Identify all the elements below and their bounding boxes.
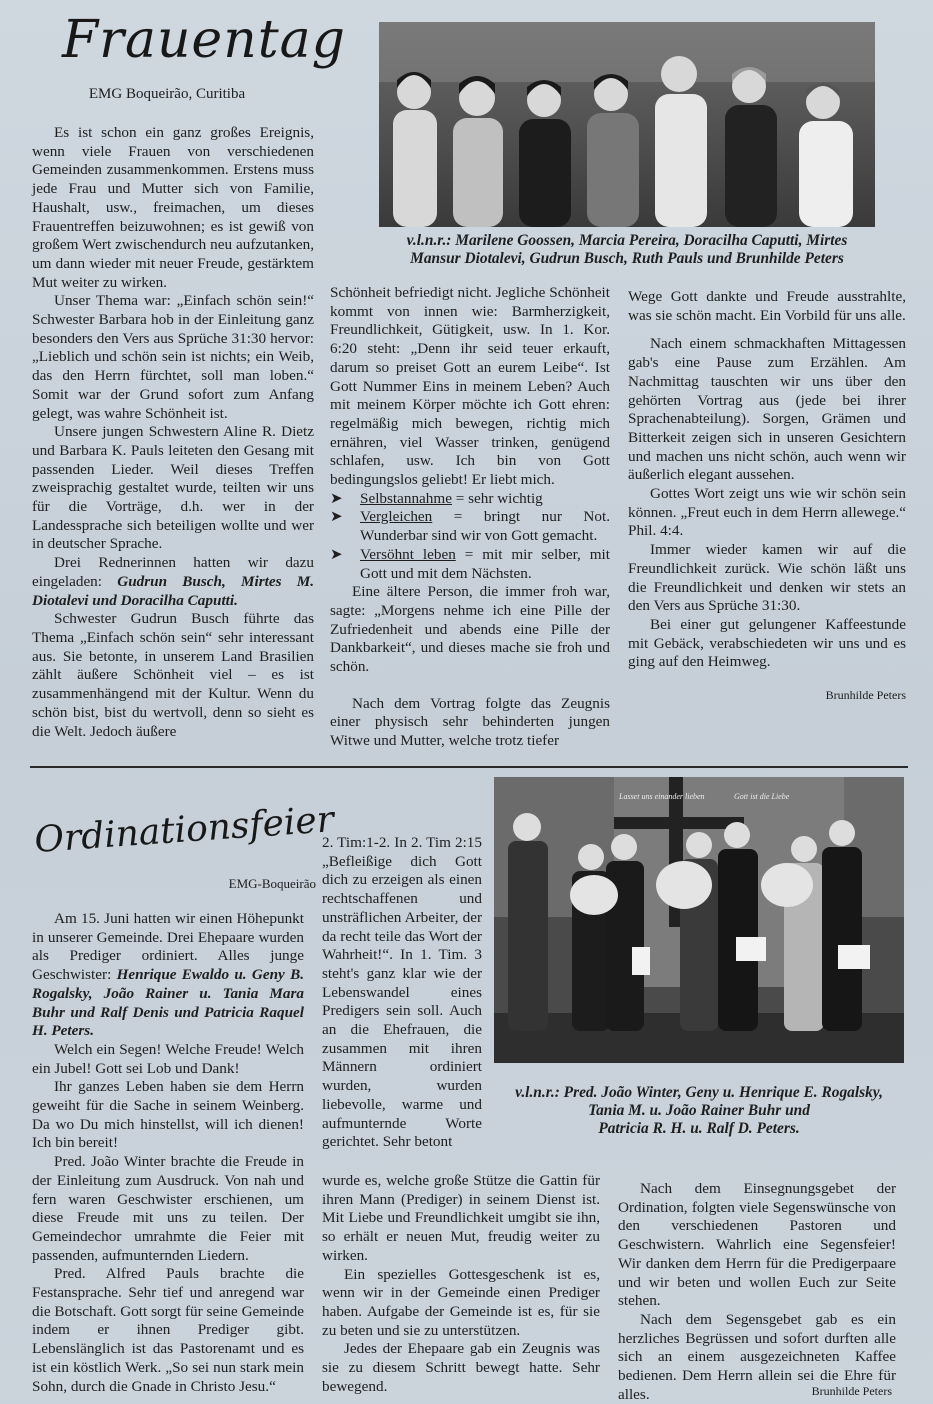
paragraph bbox=[32, 554, 314, 610]
paragraph: Schönheit befriedigt nicht. Jegliche Schönheit kommt von innen wie: Barmherzigkeit, Freundlichkeit, Gütigkeit, usw. In 1. Kor. 6:20 steht: „Denn ihr seid teuer erkauft, darum so preiset Gott an eurem Leibe“. Ist Gott Nummer Eins in meinem Leben? Auch mit meinem Körper möchte ich Gott ehren: regelmäßig mich bewegen, richtig mich ernähren, viel Wasser trinken, genügend schlafen, usw. Ich bin von Gott bedingungslos geliebt! Er liebt mich. bbox=[330, 284, 610, 489]
paragraph: Nach dem Vortrag folgte das Zeugnis einer physisch sehr behinderten jungen Witwe und Mutter, welche trotz tiefer bbox=[330, 694, 610, 750]
ordained-names: Henrique Ewaldo u. Geny B. Rogalsky, João Rainer u. Tania Mara Buhr und Ralf Denis und Patricia Raquel H. Peters. bbox=[32, 966, 304, 1040]
arrow-bullet-icon: ➤ bbox=[330, 508, 343, 526]
paragraph-text: Drei Rednerinnen hatten wir dazu eingeladen: bbox=[32, 554, 314, 590]
bullet-item bbox=[330, 490, 610, 509]
article1-column-2 bbox=[330, 284, 610, 751]
caption-line: Patricia R. H. u. Ralf D. Peters. bbox=[598, 1120, 800, 1137]
bullet-item bbox=[330, 508, 610, 545]
article2-column-1 bbox=[32, 910, 304, 1396]
paragraph: Nach dem Segensgebet gab es ein herzliches Begrüssen und sofort durften alle sich an einem ausgezeichneten Kaffee bedienen. Dem Herrn allein sei die Ehre für alles. bbox=[618, 1310, 896, 1403]
article-byline: EMG Boqueirão, Curitiba bbox=[88, 86, 246, 102]
paragraph: Ein spezielles Gottesgeschenk ist es, wenn wir in der Gemeinde einen Prediger haben. Aufgabe der Gemeinde ist es, für sie zu beten und sie zu unterstützen. bbox=[322, 1265, 600, 1339]
photo-caption-ordination bbox=[494, 1084, 904, 1138]
bullet-term: Versöhnt leben bbox=[360, 545, 456, 563]
paragraph: Pred. Alfred Pauls brachte die Festansprache. Sehr tief und anregend war die Botschaft. Gott sorgt für seine Gemeinde indem er ihnen Prediger gibt. Lebenslänglich ist das Pastorenamt und es ist ein köstlich Werk. „So sei nun stark mein Sohn, durch die Gnade in Christo Jesu.“ bbox=[32, 1265, 304, 1395]
paragraph: Welch ein Segen! Welche Freude! Welch ein Jubel! Gott sei Lob und Dank! bbox=[32, 1040, 304, 1077]
paragraph: Jedes der Ehepaare gab ein Zeugnis was sie zu diesem Schritt bewegt hatte. Sehr bewegend. bbox=[322, 1340, 600, 1395]
photo-caption-frauentag bbox=[379, 232, 875, 268]
paragraph: Eine ältere Person, die immer froh war, sagte: „Morgens nehme ich eine Pille der Zufriedenheit und abends eine Pille der Dankbarkeit“, und dieses mache sie froh und schön. bbox=[330, 583, 610, 676]
paragraph: Gottes Wort zeigt uns wie wir schön sein können. „Freut euch in dem Herrn allewege.“ Phil. 4:4. bbox=[628, 485, 906, 540]
paragraph: Unsere jungen Schwestern Aline R. Dietz und Barbara K. Pauls leiteten den Gesang mit passenden Lieder. Weil dieses Treffen zweisprachig gestaltet wurde, teilten wir uns für die Vorträge, d.h. wer in der Landessprache sich beteiligen wollte und wer in deutscher Sprache. bbox=[32, 423, 314, 553]
paragraph: Nach einem schmackhaften Mittagessen gab's eine Pause zum Erzählen. Am Nachmittag tauschten wir uns über den gehörten Vortrag aus (jede bei ihrer Sprachenabteilung). Sorgen, Grämen und Bitterkeit zeigen sich in unseren Gesichtern und machen uns nicht schön, auch wenn wir äußerlich elegant aussehen. bbox=[628, 335, 906, 484]
banner-text-left: Lasset uns einander lieben bbox=[619, 792, 705, 801]
paragraph: Pred. João Winter brachte die Freude in der Einleitung zum Ausdruck. Von nah und fern waren Geschwister erschienen, um diese Freude mit uns zu teilen. Der Gemeindechor umrahmte die Feier mit passenden, aufmunternden Liedern. bbox=[32, 1153, 304, 1264]
bullet-text: = sehr wichtig bbox=[451, 489, 543, 507]
paragraph bbox=[32, 910, 304, 1041]
bullet-text: = mit mir selber, mit Gott und mit dem Nächsten. bbox=[360, 545, 610, 582]
speaker-names: Gudrun Busch, Mirtes M. Diotalevi und Doracilha Caputti. bbox=[32, 572, 315, 609]
bullet-term: Vergleichen bbox=[360, 508, 433, 526]
caption-line: v.l.n.r.: Pred. João Winter, Geny u. Henrique E. Rogalsky, bbox=[515, 1084, 883, 1101]
article1-column-1 bbox=[32, 124, 314, 741]
article-title-ordinationsfeier: Ordinationsfeier bbox=[33, 799, 336, 861]
paragraph: Immer wieder kamen wir auf die Freundlichkeit zurück. Wie schön läßt uns die Freundlichkeit und denken wir stets an den Vers aus Sprüche 31:30. bbox=[628, 541, 906, 615]
ordination-photo bbox=[494, 777, 904, 1063]
article2-column-2-narrow bbox=[322, 834, 482, 1152]
bullet-list bbox=[330, 490, 610, 584]
author-signature: Brunhilde Peters bbox=[825, 688, 906, 703]
paragraph: Nach dem Einsegnungsgebet der Ordination, folgten viele Segenswünsche von den verschiedenen Pastoren und Geschwistern. Wahrlich eine Segensfeier! Wir danken dem Herrn für die Predigerpaare und wir beten und wollen Euch zur Seite stehen. bbox=[618, 1180, 896, 1310]
author-signature: Brunhilde Peters bbox=[811, 1384, 892, 1398]
article1-column-3 bbox=[628, 288, 906, 705]
article-divider bbox=[30, 766, 908, 768]
paragraph: Ihr ganzes Leben haben sie dem Herrn geweiht für die Sache in seinem Weinberg. Da wo Du mich hinstellst, will ich dienen! Ich bin bereit! bbox=[32, 1078, 304, 1152]
article-title-frauentag: Frauentag bbox=[62, 10, 346, 70]
article-byline: EMG-Boqueirão bbox=[228, 876, 316, 891]
paragraph: wurde es, welche große Stütze die Gattin für ihren Mann (Prediger) in seinem Dienst ist. Mit Liebe und Freundlichkeit umgibt sie ihn, so erhält er neuen Mut, freudig weiter zu wirken. bbox=[322, 1172, 600, 1264]
caption-line: v.l.n.r.: Marilene Goossen, Marcia Pereira, Doracilha Caputti, Mirtes bbox=[406, 232, 848, 249]
paragraph: 2. Tim:1-2. In 2. Tim 2:15 „Befleißige dich Gott dich zu erzeigen als einen rechtschaffenen und unsträflichen Arbeiter, der da recht teile das Wort der Wahrheit!“. In 1. Tim. 3 steht's ganz klar wie der Lebenswandel eines Predigers sein soll. Auch an die Ehefrauen, die zusammen mit ihren Männern ordiniert wurden, wurden liebevolle, warme und aufmunternde Worte gerichtet. Sehr betont bbox=[322, 834, 482, 1151]
article2-column-3 bbox=[618, 1180, 896, 1404]
banner-text-right: Gott ist die Liebe bbox=[734, 792, 790, 801]
bullet-term: Selbstannahme bbox=[360, 489, 452, 507]
caption-line: Mansur Diotalevi, Gudrun Busch, Ruth Pauls und Brunhilde Peters bbox=[410, 250, 844, 267]
paragraph-text: Am 15. Juni hatten wir einen Höhepunkt in unserer Gemeinde. Drei Ehepaare wurden als Prediger ordiniert. Alles junge Geschwister: bbox=[32, 910, 304, 984]
paragraph: Schwester Gudrun Busch führte das Thema „Einfach schön sein“ sehr interessant aus. Sie betonte, in unserem Land Brasilien zählt äußere Schönheit viel – es ist zusammenhängend mit der Kultur. Wenn du schön bist, bist du wertvoll, denn so sieht es die Welt. Jedoch äußere bbox=[32, 610, 314, 740]
bullet-item bbox=[330, 546, 610, 583]
article2-column-2-wide bbox=[322, 1172, 600, 1396]
bullet-text: = bringt nur Not. Wunderbar sind wir von Gott gemacht. bbox=[360, 508, 610, 545]
paragraph: Unser Thema war: „Einfach schön sein!“ Schwester Barbara hob in der Einleitung ganz besonders den Vers aus Sprüche 31:30 hervor: „Lieblich und schön sein ist nichts; ein Weib, das den Herrn fürchtet, soll man loben.“ Somit war der Grund sofort zum Anfang gelegt, was wahre Schönheit ist. bbox=[32, 292, 314, 422]
paragraph: Wege Gott dankte und Freude ausstrahlte, was sie schön macht. Ein Vorbild für uns alle. bbox=[628, 288, 906, 324]
caption-line: Tania M. u. João Rainer Buhr und bbox=[588, 1102, 810, 1119]
group-photo-women bbox=[379, 22, 875, 227]
arrow-bullet-icon: ➤ bbox=[330, 545, 343, 563]
paragraph: Es ist schon ein ganz großes Ereignis, wenn viele Frauen von verschiedenen Gemeinden zusammenkommen. Erstens muss jede Frau und Mutter sich von Familie, Haushalt, usw., freimachen, um dieses Frauentreffen beizuwohnen; es ist gewiß von großem Wert zwischendurch neu aufzutanken, um dann wieder mit neuer Freude, gestärktem Mut weiter zu wirken. bbox=[32, 124, 314, 291]
paragraph: Bei einer gut gelungener Kaffeestunde mit Gebäck, verabschiedeten wir uns und es ging auf den Heimweg. bbox=[628, 615, 906, 671]
arrow-bullet-icon: ➤ bbox=[330, 489, 343, 507]
